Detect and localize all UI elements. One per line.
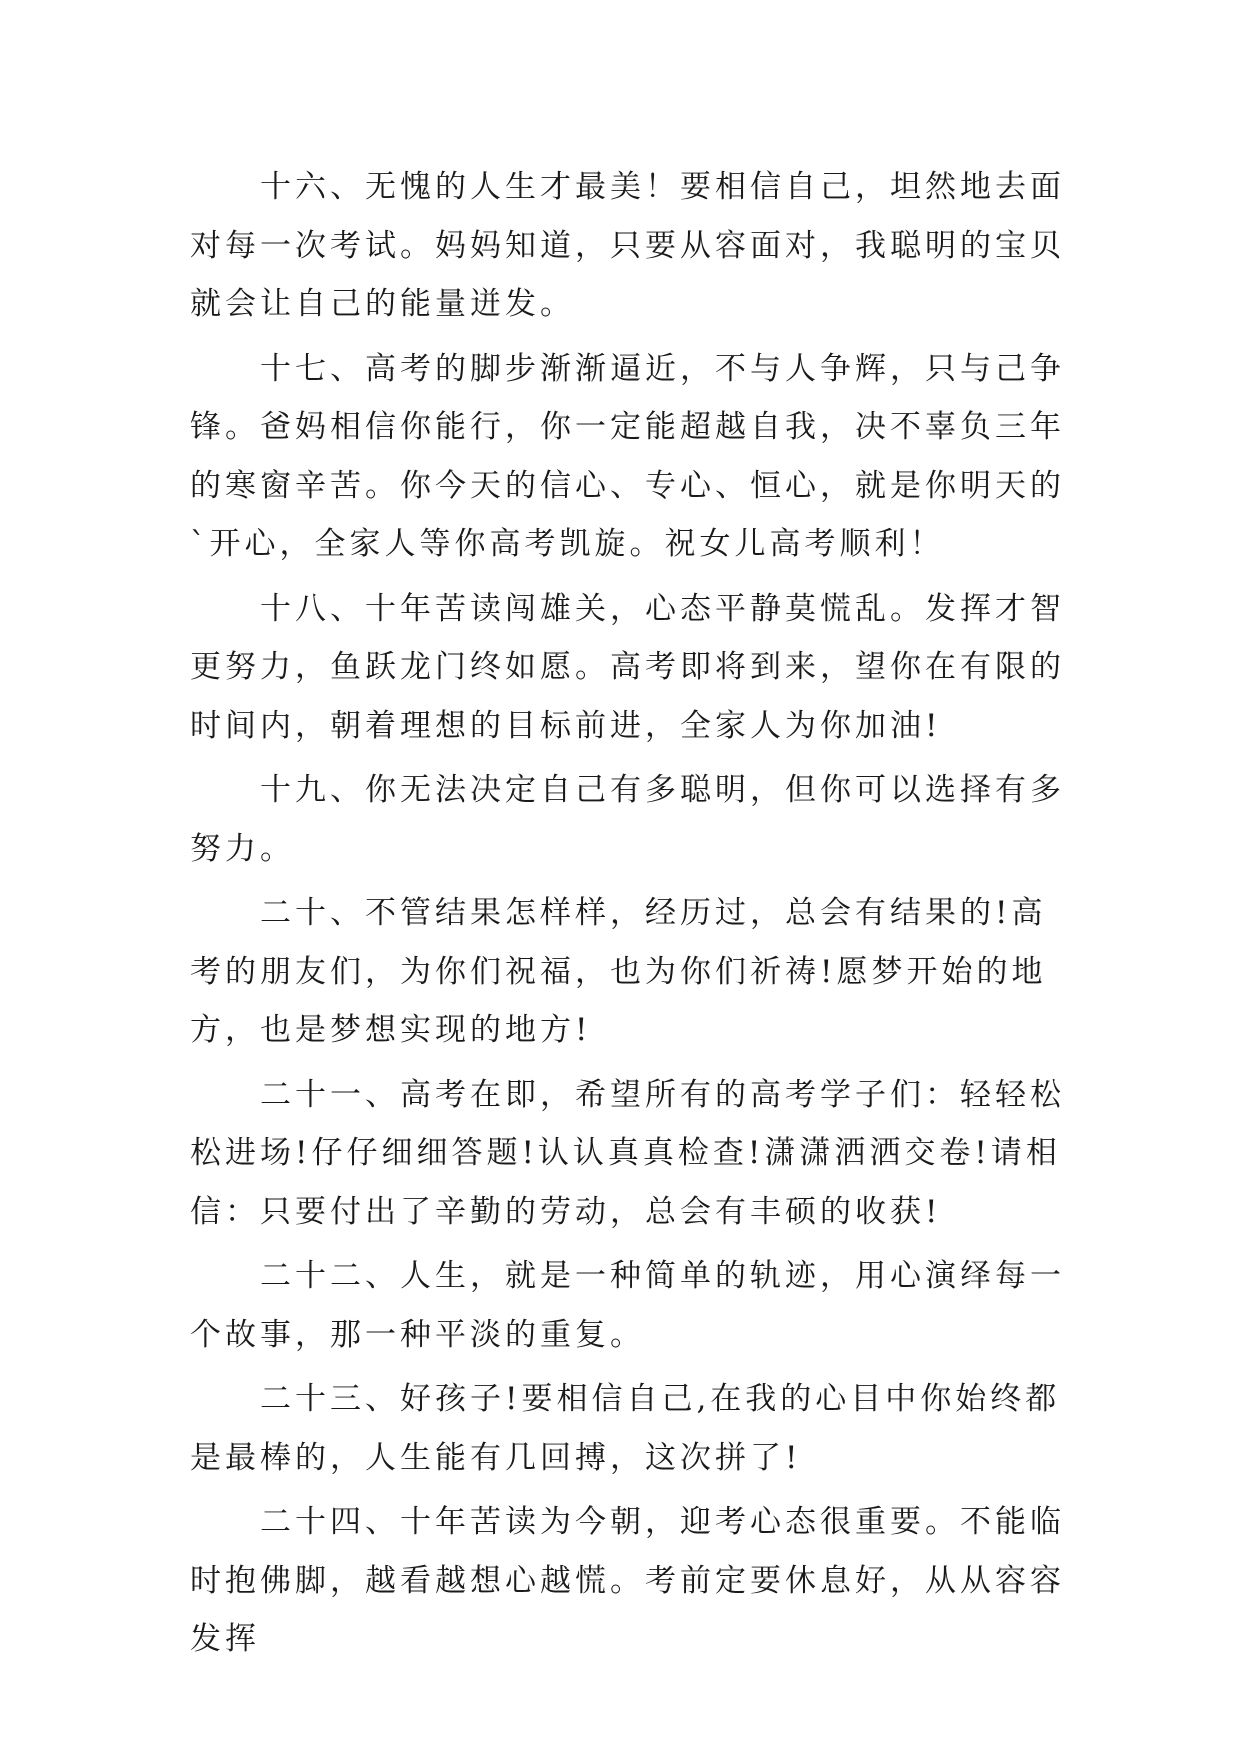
document-body	[190, 158, 1070, 1675]
paragraph-18: 十八、十年苦读闯雄关，心态平静莫慌乱。发挥才智更努力，鱼跃龙门终如愿。高考即将到来，望你在有限的时间内，朝着理想的目标前进，全家人为你加油!	[190, 590, 1065, 744]
paragraph-17: 十七、高考的脚步渐渐逼近，不与人争辉，只与己争锋。爸妈相信你能行，你一定能超越自我，决不辜负三年的寒窗辛苦。你今天的信心、专心、恒心，就是你明天的`开心，全家人等你高考凯旋。祝女儿高考顺利！	[190, 350, 1065, 562]
paragraph-24: 二十四、十年苦读为今朝，迎考心态很重要。不能临时抱佛脚，越看越想心越慌。考前定要休息好，从从容容发挥	[190, 1504, 1065, 1657]
paragraph-16: 十六、无愧的人生才最美！要相信自己，坦然地去面对每一次考试。妈妈知道，只要从容面对，我聪明的宝贝就会让自己的能量迸发。	[190, 169, 1065, 322]
paragraph-22: 二十二、人生，就是一种简单的轨迹，用心演绎每一个故事，那一种平淡的重复。	[190, 1258, 1065, 1353]
paragraph-19: 十九、你无法决定自己有多聪明，但你可以选择有多努力。	[190, 772, 1065, 867]
paragraph-21: 二十一、高考在即，希望所有的高考学子们：轻轻松松进场!仔仔细细答题!认认真真检查!潇潇洒洒交卷!请相信：只要付出了辛勤的劳动，总会有丰硕的收获!	[190, 1076, 1065, 1230]
paragraph-23: 二十三、好孩子!要相信自己,在我的心目中你始终都是最棒的，人生能有几回搏，这次拼了!	[190, 1381, 1061, 1476]
paragraph-20: 二十、不管结果怎样样，经历过，总会有结果的!高考的朋友们，为你们祝福，也为你们祈祷!愿梦开始的地方，也是梦想实现的地方!	[190, 895, 1047, 1048]
